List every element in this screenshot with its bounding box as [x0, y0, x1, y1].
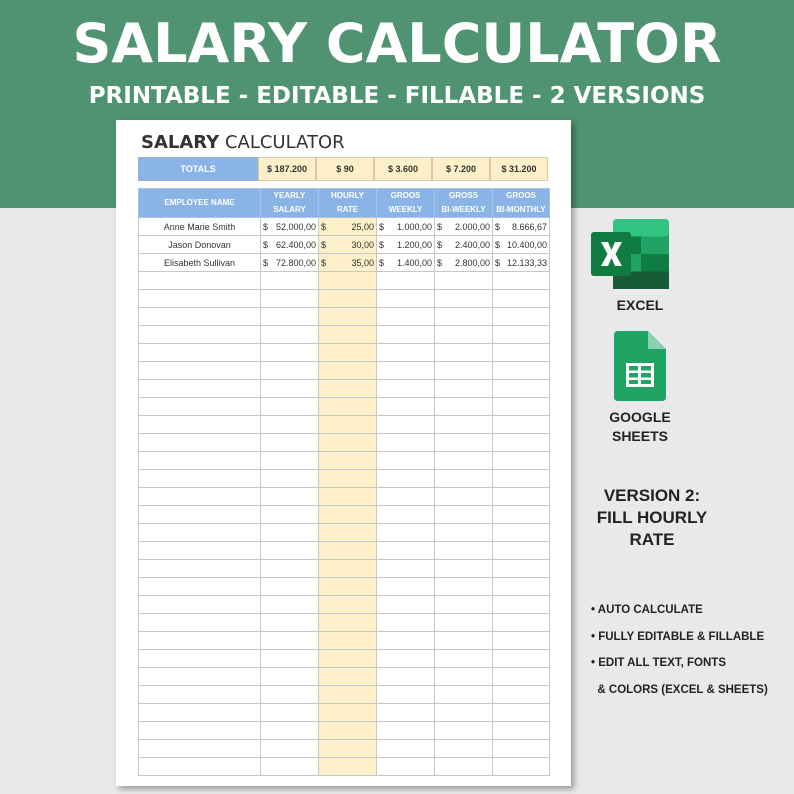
totals-label: TOTALS: [138, 157, 258, 181]
employee-name-cell[interactable]: [139, 452, 261, 470]
hourly-rate-cell[interactable]: [319, 290, 377, 308]
gross-biweekly-cell[interactable]: [435, 578, 493, 596]
yearly-salary-cell[interactable]: [261, 470, 319, 488]
empty-table-row: [139, 290, 550, 308]
employee-name-cell[interactable]: [139, 542, 261, 560]
employee-name-cell[interactable]: [139, 578, 261, 596]
header-hourly-rate: HOURLY RATE: [319, 189, 377, 218]
gross-weekly-cell[interactable]: [377, 218, 435, 236]
employee-name-cell[interactable]: [139, 488, 261, 506]
currency-symbol: $: [321, 221, 327, 232]
gross-bimonthly-cell[interactable]: [493, 326, 550, 344]
header-gross-biweekly: GROSS BI-WEEKLY: [435, 189, 493, 218]
hourly-rate-cell[interactable]: [319, 650, 377, 668]
currency-symbol: $: [379, 239, 385, 250]
hourly-rate-cell[interactable]: [319, 758, 377, 776]
total-gross-bimonthly: $ 31.200: [490, 157, 548, 181]
gross-bimonthly-cell[interactable]: [493, 254, 550, 272]
amount-value: 72.800,00: [275, 257, 316, 268]
gross-weekly-cell[interactable]: [377, 272, 435, 290]
currency-symbol: $: [379, 257, 385, 268]
version-note: [577, 485, 727, 551]
gross-weekly-cell[interactable]: [377, 722, 435, 740]
hourly-rate-cell[interactable]: [319, 362, 377, 380]
gross-weekly-cell[interactable]: [377, 524, 435, 542]
yearly-salary-cell[interactable]: [261, 308, 319, 326]
employee-name-cell[interactable]: [139, 614, 261, 632]
employee-name-cell[interactable]: [139, 290, 261, 308]
currency-symbol: $: [263, 257, 269, 268]
empty-table-row: [139, 632, 550, 650]
amount-value: 10.400,00: [506, 239, 547, 250]
gross-bimonthly-cell[interactable]: [493, 452, 550, 470]
empty-table-row: [139, 434, 550, 452]
empty-table-row: [139, 686, 550, 704]
gross-weekly-cell[interactable]: [377, 632, 435, 650]
yearly-salary-cell[interactable]: [261, 650, 319, 668]
currency-symbol: $: [379, 221, 385, 232]
gross-bimonthly-cell[interactable]: [493, 596, 550, 614]
currency-symbol: $: [495, 257, 501, 268]
hourly-rate-cell[interactable]: [319, 254, 377, 272]
hourly-rate-cell[interactable]: [319, 614, 377, 632]
yearly-salary-cell[interactable]: [261, 506, 319, 524]
hourly-rate-cell[interactable]: [319, 416, 377, 434]
employee-name-cell[interactable]: [139, 470, 261, 488]
yearly-salary-cell[interactable]: [261, 686, 319, 704]
gross-weekly-cell[interactable]: [377, 614, 435, 632]
gross-biweekly-cell[interactable]: [435, 632, 493, 650]
currency-symbol: $: [263, 221, 269, 232]
currency-symbol: $: [437, 257, 443, 268]
currency-symbol: $: [321, 239, 327, 250]
table-row: [139, 218, 550, 236]
gross-bimonthly-cell[interactable]: [493, 686, 550, 704]
empty-table-row: [139, 614, 550, 632]
google-sheets-icon: [614, 331, 666, 401]
gross-biweekly-cell[interactable]: [435, 434, 493, 452]
employee-name-cell[interactable]: [139, 272, 261, 290]
amount-value: 52.000,00: [275, 221, 316, 232]
gross-biweekly-cell[interactable]: [435, 416, 493, 434]
gross-biweekly-cell[interactable]: [435, 668, 493, 686]
gross-bimonthly-cell[interactable]: [493, 470, 550, 488]
gross-bimonthly-cell[interactable]: [493, 614, 550, 632]
amount-value: 2.000,00: [454, 221, 490, 232]
employee-table: [138, 188, 550, 776]
empty-table-row: [139, 362, 550, 380]
gross-weekly-cell[interactable]: [377, 344, 435, 362]
amount-value: 62.400,00: [275, 239, 316, 250]
currency-symbol: $: [263, 239, 269, 250]
google-sheets-label: GOOGLE SHEETS: [609, 409, 671, 444]
empty-table-row: [139, 650, 550, 668]
currency-symbol: $: [321, 257, 327, 268]
gross-weekly-cell[interactable]: [377, 398, 435, 416]
empty-table-row: [139, 344, 550, 362]
yearly-salary-cell[interactable]: [261, 578, 319, 596]
total-hourly-rate: $ 90: [316, 157, 374, 181]
yearly-salary-cell[interactable]: [261, 524, 319, 542]
yearly-salary-cell[interactable]: [261, 362, 319, 380]
gross-biweekly-cell[interactable]: [435, 236, 493, 254]
feature-list: [591, 600, 791, 706]
employee-name-cell[interactable]: [139, 308, 261, 326]
gross-bimonthly-cell[interactable]: [493, 632, 550, 650]
amount-value: 35,00: [351, 257, 374, 268]
employee-name-cell[interactable]: [139, 506, 261, 524]
version-line-1: VERSION 2:: [603, 486, 701, 505]
yearly-salary-cell[interactable]: [261, 596, 319, 614]
hourly-rate-cell[interactable]: [319, 344, 377, 362]
gross-biweekly-cell[interactable]: [435, 596, 493, 614]
employee-name-cell[interactable]: [139, 758, 261, 776]
gross-weekly-cell[interactable]: [377, 758, 435, 776]
hourly-rate-cell[interactable]: [319, 668, 377, 686]
yearly-salary-cell[interactable]: [261, 560, 319, 578]
gross-weekly-cell[interactable]: [377, 668, 435, 686]
gross-weekly-cell[interactable]: [377, 740, 435, 758]
sheet-title-bold: SALARY: [141, 132, 220, 153]
hourly-rate-cell[interactable]: [319, 524, 377, 542]
gross-biweekly-cell[interactable]: [435, 614, 493, 632]
subtitle: PRINTABLE - EDITABLE - FILLABLE - 2 VERSIONS: [88, 83, 706, 109]
amount-value: 8.666,67: [511, 221, 547, 232]
employee-name-cell[interactable]: [139, 650, 261, 668]
gross-weekly-cell[interactable]: [377, 434, 435, 452]
gross-bimonthly-cell[interactable]: [493, 488, 550, 506]
amount-value: 1.000,00: [396, 221, 432, 232]
gross-biweekly-cell[interactable]: [435, 758, 493, 776]
amount-value: 2.400,00: [454, 239, 490, 250]
employee-name-cell[interactable]: [139, 380, 261, 398]
gross-biweekly-cell[interactable]: [435, 344, 493, 362]
amount-value: 25,00: [351, 221, 374, 232]
gross-biweekly-cell[interactable]: [435, 740, 493, 758]
gross-biweekly-cell[interactable]: [435, 326, 493, 344]
empty-table-row: [139, 578, 550, 596]
empty-table-row: [139, 326, 550, 344]
gross-bimonthly-cell[interactable]: [493, 272, 550, 290]
table-header-row: [139, 189, 550, 218]
gross-biweekly-cell[interactable]: [435, 686, 493, 704]
yearly-salary-cell[interactable]: [261, 254, 319, 272]
yearly-salary-cell[interactable]: [261, 452, 319, 470]
yearly-salary-cell[interactable]: [261, 758, 319, 776]
employee-name-cell[interactable]: [139, 344, 261, 362]
empty-table-row: [139, 272, 550, 290]
gross-weekly-cell[interactable]: [377, 308, 435, 326]
header-gross-bimonthly: GROOS BI-MONTHLY: [493, 189, 550, 218]
version-line-3: RATE: [629, 530, 675, 549]
gross-weekly-cell[interactable]: [377, 326, 435, 344]
gross-weekly-cell[interactable]: [377, 380, 435, 398]
employee-name-cell[interactable]: [139, 686, 261, 704]
employee-name-cell[interactable]: [139, 524, 261, 542]
gross-weekly-cell[interactable]: [377, 290, 435, 308]
total-yearly-salary: $ 187.200: [258, 157, 316, 181]
gross-bimonthly-cell[interactable]: [493, 506, 550, 524]
yearly-salary-cell[interactable]: [261, 488, 319, 506]
hourly-rate-cell[interactable]: [319, 452, 377, 470]
gross-bimonthly-cell[interactable]: [493, 362, 550, 380]
yearly-salary-cell[interactable]: [261, 434, 319, 452]
empty-table-row: [139, 506, 550, 524]
main-title: SALARY CALCULATOR: [72, 12, 722, 75]
gross-bimonthly-cell[interactable]: [493, 380, 550, 398]
gross-biweekly-cell[interactable]: [435, 218, 493, 236]
gross-bimonthly-cell[interactable]: [493, 758, 550, 776]
empty-table-row: [139, 740, 550, 758]
empty-table-row: [139, 524, 550, 542]
employee-name-cell[interactable]: [139, 398, 261, 416]
gross-bimonthly-cell[interactable]: [493, 434, 550, 452]
gross-biweekly-cell[interactable]: [435, 272, 493, 290]
employee-name-cell[interactable]: Elisabeth Sullivan: [139, 254, 261, 272]
amount-value: 2.800,00: [454, 257, 490, 268]
total-gross-weekly: $ 3.600: [374, 157, 432, 181]
gross-weekly-cell[interactable]: [377, 596, 435, 614]
gross-biweekly-cell[interactable]: [435, 452, 493, 470]
yearly-salary-cell[interactable]: [261, 722, 319, 740]
gross-bimonthly-cell[interactable]: [493, 344, 550, 362]
gross-weekly-cell[interactable]: [377, 578, 435, 596]
gross-biweekly-cell[interactable]: [435, 704, 493, 722]
gross-bimonthly-cell[interactable]: [493, 218, 550, 236]
hourly-rate-cell[interactable]: [319, 272, 377, 290]
gross-bimonthly-cell[interactable]: [493, 290, 550, 308]
hourly-rate-cell[interactable]: [319, 632, 377, 650]
feature-item: • EDIT ALL TEXT, FONTS: [591, 657, 727, 669]
gross-bimonthly-cell[interactable]: [493, 740, 550, 758]
empty-table-row: [139, 416, 550, 434]
excel-label: EXCEL: [616, 297, 664, 313]
employee-name-cell[interactable]: [139, 668, 261, 686]
gross-biweekly-cell[interactable]: [435, 398, 493, 416]
hourly-rate-cell[interactable]: [319, 686, 377, 704]
empty-table-row: [139, 488, 550, 506]
gross-bimonthly-cell[interactable]: [493, 722, 550, 740]
gross-biweekly-cell[interactable]: [435, 254, 493, 272]
hourly-rate-cell[interactable]: [319, 236, 377, 254]
empty-table-row: [139, 704, 550, 722]
employee-name-cell[interactable]: [139, 362, 261, 380]
header-gross-weekly: GROOS WEEKLY: [377, 189, 435, 218]
amount-value: 30,00: [351, 239, 374, 250]
hourly-rate-cell[interactable]: [319, 470, 377, 488]
gross-weekly-cell[interactable]: [377, 362, 435, 380]
gross-weekly-cell[interactable]: [377, 686, 435, 704]
gross-weekly-cell[interactable]: [377, 470, 435, 488]
yearly-salary-cell[interactable]: [261, 380, 319, 398]
salary-calculator-sheet: [116, 120, 571, 786]
yearly-salary-cell[interactable]: [261, 398, 319, 416]
employee-name-cell[interactable]: [139, 560, 261, 578]
gross-weekly-cell[interactable]: [377, 254, 435, 272]
amount-value: 12.133,33: [506, 257, 547, 268]
gross-biweekly-cell[interactable]: [435, 362, 493, 380]
sheet-title: [141, 132, 345, 154]
gross-bimonthly-cell[interactable]: [493, 416, 550, 434]
empty-table-row: [139, 596, 550, 614]
currency-symbol: $: [495, 239, 501, 250]
gross-biweekly-cell[interactable]: [435, 470, 493, 488]
header-employee-name: EMPLOYEE NAME: [139, 189, 261, 218]
hourly-rate-cell[interactable]: [319, 398, 377, 416]
hourly-rate-cell[interactable]: [319, 308, 377, 326]
employee-name-cell[interactable]: [139, 416, 261, 434]
gross-bimonthly-cell[interactable]: [493, 578, 550, 596]
employee-name-cell[interactable]: [139, 722, 261, 740]
hourly-rate-cell[interactable]: [319, 506, 377, 524]
feature-item: & COLORS (EXCEL & SHEETS): [591, 683, 768, 696]
yearly-salary-cell[interactable]: [261, 632, 319, 650]
table-row: [139, 236, 550, 254]
sheet-title-rest: CALCULATOR: [219, 132, 345, 153]
hourly-rate-cell[interactable]: [319, 380, 377, 398]
currency-symbol: $: [437, 221, 443, 232]
gross-weekly-cell[interactable]: [377, 452, 435, 470]
feature-item: • FULLY EDITABLE & FILLABLE: [591, 630, 765, 643]
empty-table-row: [139, 668, 550, 686]
hourly-rate-cell[interactable]: [319, 434, 377, 452]
gross-biweekly-cell[interactable]: [435, 506, 493, 524]
employee-name-cell[interactable]: Jason Donovan: [139, 236, 261, 254]
gross-biweekly-cell[interactable]: [435, 542, 493, 560]
gross-biweekly-cell[interactable]: [435, 380, 493, 398]
gross-biweekly-cell[interactable]: [435, 290, 493, 308]
hourly-rate-cell[interactable]: [319, 740, 377, 758]
hourly-rate-cell[interactable]: [319, 542, 377, 560]
empty-table-row: [139, 542, 550, 560]
amount-value: 1.400,00: [396, 257, 432, 268]
gross-biweekly-cell[interactable]: [435, 560, 493, 578]
empty-table-row: [139, 758, 550, 776]
empty-table-row: [139, 380, 550, 398]
table-row: [139, 254, 550, 272]
hourly-rate-cell[interactable]: [319, 704, 377, 722]
employee-name-cell[interactable]: [139, 704, 261, 722]
currency-symbol: $: [495, 221, 501, 232]
empty-table-row: [139, 308, 550, 326]
yearly-salary-cell[interactable]: [261, 272, 319, 290]
gross-bimonthly-cell[interactable]: [493, 650, 550, 668]
hourly-rate-cell[interactable]: [319, 596, 377, 614]
hourly-rate-cell[interactable]: [319, 722, 377, 740]
yearly-salary-cell[interactable]: [261, 344, 319, 362]
feature-item: • AUTO CALCULATE: [591, 604, 703, 616]
gross-bimonthly-cell[interactable]: [493, 236, 550, 254]
gross-bimonthly-cell[interactable]: [493, 308, 550, 326]
gross-biweekly-cell[interactable]: [435, 722, 493, 740]
empty-table-row: [139, 560, 550, 578]
gross-bimonthly-cell[interactable]: [493, 560, 550, 578]
gross-weekly-cell[interactable]: [377, 416, 435, 434]
gross-weekly-cell[interactable]: [377, 236, 435, 254]
version-line-2: FILL HOURLY: [596, 508, 708, 527]
gross-weekly-cell[interactable]: [377, 542, 435, 560]
employee-name-cell[interactable]: Anne Marie Smith: [139, 218, 261, 236]
gross-biweekly-cell[interactable]: [435, 488, 493, 506]
total-gross-biweekly: $ 7.200: [432, 157, 490, 181]
yearly-salary-cell[interactable]: [261, 740, 319, 758]
employee-name-cell[interactable]: [139, 740, 261, 758]
gross-weekly-cell[interactable]: [377, 488, 435, 506]
hourly-rate-cell[interactable]: [319, 218, 377, 236]
gross-biweekly-cell[interactable]: [435, 524, 493, 542]
gross-bimonthly-cell[interactable]: [493, 398, 550, 416]
yearly-salary-cell[interactable]: [261, 326, 319, 344]
hourly-rate-cell[interactable]: [319, 560, 377, 578]
hourly-rate-cell[interactable]: [319, 578, 377, 596]
gross-weekly-cell[interactable]: [377, 560, 435, 578]
gross-bimonthly-cell[interactable]: [493, 524, 550, 542]
gross-weekly-cell[interactable]: [377, 506, 435, 524]
empty-table-row: [139, 722, 550, 740]
employee-name-cell[interactable]: [139, 632, 261, 650]
gross-weekly-cell[interactable]: [377, 704, 435, 722]
yearly-salary-cell[interactable]: [261, 542, 319, 560]
gross-weekly-cell[interactable]: [377, 650, 435, 668]
employee-name-cell[interactable]: [139, 434, 261, 452]
yearly-salary-cell[interactable]: [261, 668, 319, 686]
hourly-rate-cell[interactable]: [319, 488, 377, 506]
totals-row: [138, 157, 548, 181]
employee-name-cell[interactable]: [139, 326, 261, 344]
gross-biweekly-cell[interactable]: [435, 650, 493, 668]
empty-table-row: [139, 398, 550, 416]
yearly-salary-cell[interactable]: [261, 416, 319, 434]
hourly-rate-cell[interactable]: [319, 326, 377, 344]
gross-bimonthly-cell[interactable]: [493, 704, 550, 722]
yearly-salary-cell[interactable]: [261, 218, 319, 236]
yearly-salary-cell[interactable]: [261, 614, 319, 632]
gross-bimonthly-cell[interactable]: [493, 542, 550, 560]
empty-table-row: [139, 452, 550, 470]
yearly-salary-cell[interactable]: [261, 236, 319, 254]
yearly-salary-cell[interactable]: [261, 290, 319, 308]
empty-table-row: [139, 470, 550, 488]
amount-value: 1.200,00: [396, 239, 432, 250]
gross-bimonthly-cell[interactable]: [493, 668, 550, 686]
excel-icon: [591, 219, 671, 289]
header-yearly-salary: YEARLY SALARY: [261, 189, 319, 218]
currency-symbol: $: [437, 239, 443, 250]
yearly-salary-cell[interactable]: [261, 704, 319, 722]
employee-name-cell[interactable]: [139, 596, 261, 614]
gross-biweekly-cell[interactable]: [435, 308, 493, 326]
